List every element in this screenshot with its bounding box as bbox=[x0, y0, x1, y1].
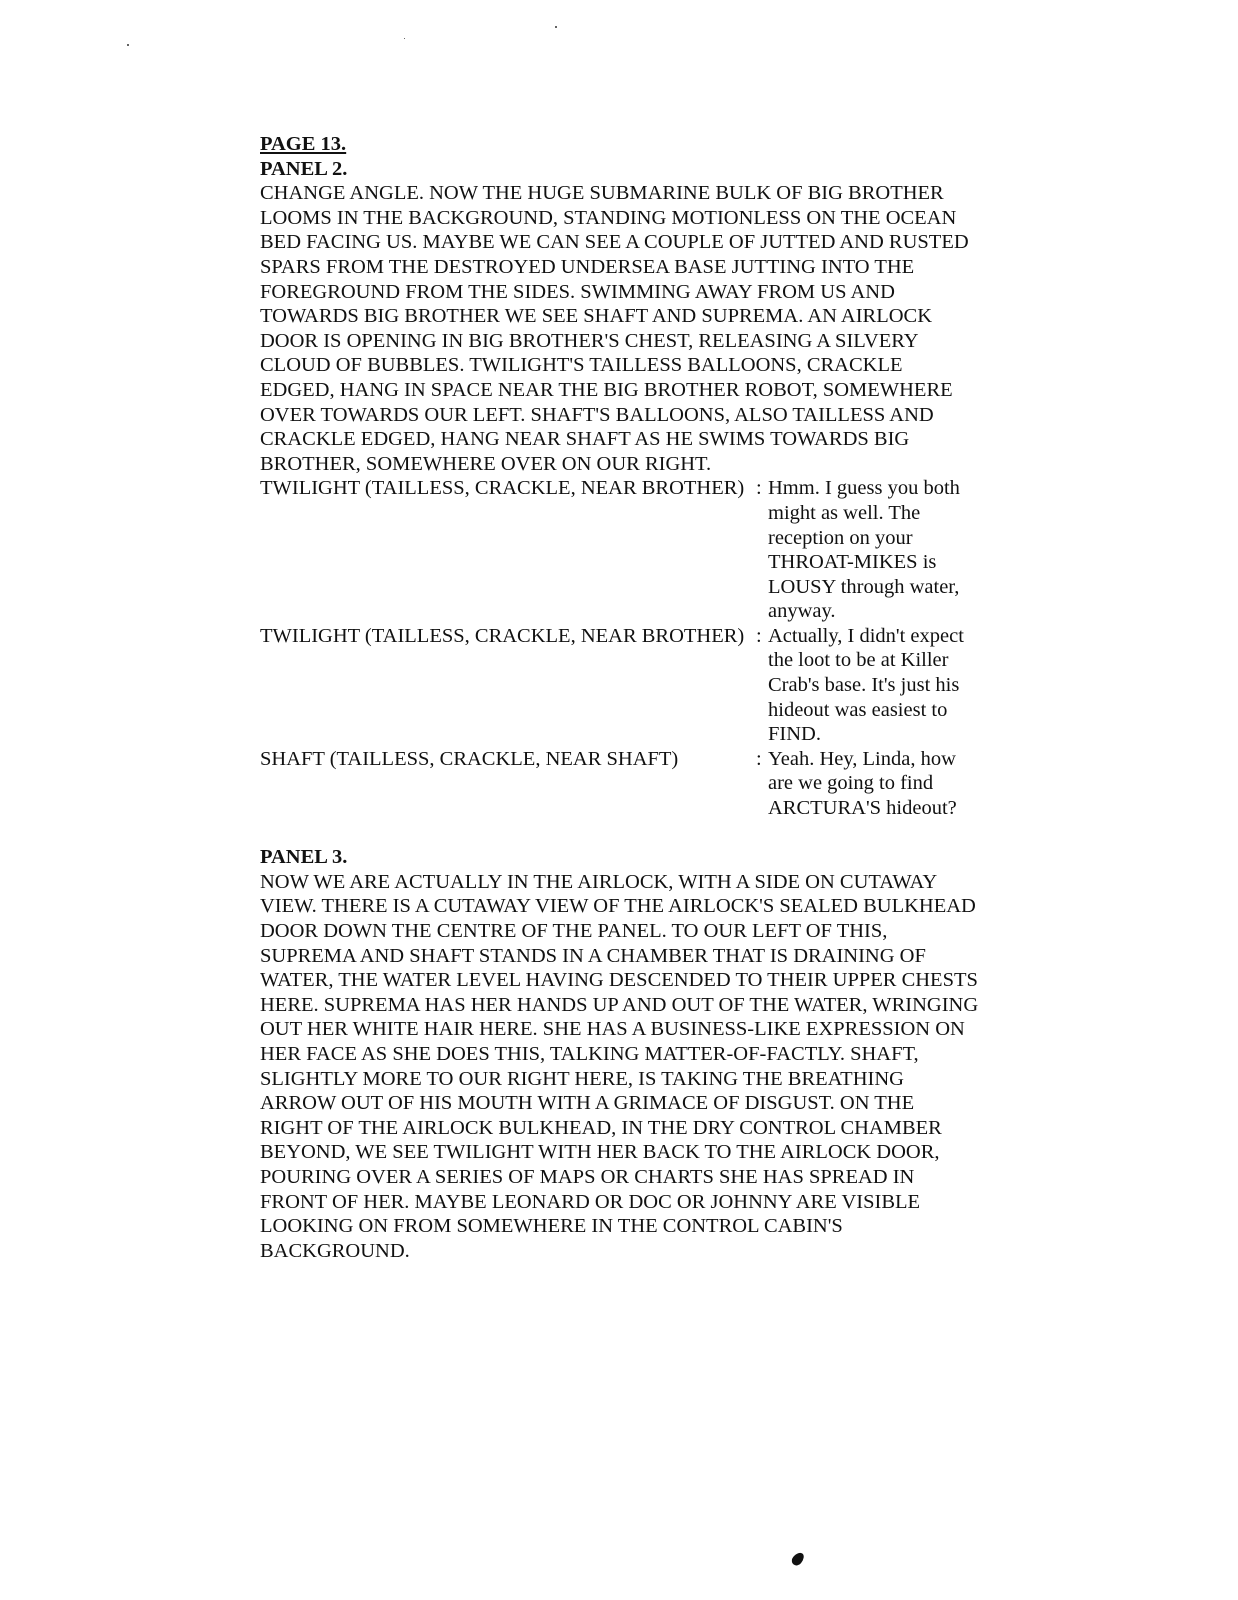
dialogue-speaker: SHAFT (TAILLESS, CRACKLE, NEAR SHAFT) bbox=[260, 747, 679, 770]
section-gap bbox=[260, 821, 980, 846]
scan-speck bbox=[555, 26, 557, 28]
dialogue-speaker: TWILIGHT (TAILLESS, CRACKLE, NEAR BROTHER) bbox=[260, 477, 745, 500]
panel-description: NOW WE ARE ACTUALLY IN THE AIRLOCK, WITH A SIDE ON CUTAWAY VIEW. THERE IS A CUTAWAY VIEW OF THE AIRLOCK'S SEALED BULKHEAD DOOR DOWN THE CENTRE OF THE PANEL. TO OUR LEFT OF THIS, SUPREMA AND SHAFT STANDS IN A CHAMBER THAT IS DRAINING OF WATER, THE WATER LEVEL HAVING DESCENDED TO THEIR UPPER CHESTS HERE. SUPREMA HAS HER HANDS UP AND OUT OF THE WATER, WRINGING OUT HER WHITE HAIR HERE. SHE HAS A BUSINESS-LIKE EXPRESSION ON HER FACE AS SHE DOES THIS, TALKING MATTER-OF-FACTLY. SHAFT, SLIGHTLY MORE TO OUR RIGHT HERE, IS TAKING THE BREATHING ARROW OUT OF HIS MOUTH WITH A GRIMACE OF DISGUST. ON THE RIGHT OF THE AIRLOCK BULKHEAD, IN THE DRY CONTROL CHAMBER BEYOND, WE SEE TWILIGHT WITH HER BACK TO THE AIRLOCK DOOR, POURING OVER A SERIES OF MAPS OR CHARTS SHE HAS SPREAD IN FRONT OF HER. MAYBE LEONARD OR DOC OR JOHNNY ARE VISIBLE LOOKING ON FROM SOMEWHERE IN THE CONTROL CABIN'S BACKGROUND. bbox=[260, 870, 979, 1262]
dialogue-colon: : bbox=[756, 747, 762, 770]
dialogue-colon: : bbox=[756, 624, 762, 647]
page-number-heading: PAGE 13. bbox=[260, 133, 347, 155]
dialogue-line: Actually, I didn't expect the loot to be at Killer Crab's base. It's just his hideout was easiest to FIND. bbox=[768, 624, 964, 746]
ink-mark bbox=[790, 1550, 807, 1567]
dialogue-line: Yeah. Hey, Linda, how are we going to find ARCTURA'S hideout? bbox=[768, 747, 957, 820]
panel-2 bbox=[260, 157, 980, 821]
dialogue-entry bbox=[260, 624, 980, 747]
script-body bbox=[260, 132, 980, 1263]
panel-description: CHANGE ANGLE. NOW THE HUGE SUBMARINE BULK OF BIG BROTHER LOOMS IN THE BACKGROUND, STANDING MOTIONLESS ON THE OCEAN BED FACING US. MAYBE WE CAN SEE A COUPLE OF JUTTED AND RUSTED SPARS FROM THE DESTROYED UNDERSEA BASE JUTTING INTO THE FOREGROUND FROM THE SIDES. SWIMMING AWAY FROM US AND TOWARDS BIG BROTHER WE SEE SHAFT AND SUPREMA. AN AIRLOCK DOOR IS OPENING IN BIG BROTHER'S CHEST, RELEASING A SILVERY CLOUD OF BUBBLES. TWILIGHT'S TAILLESS BALLOONS, CRACKLE EDGED, HANG IN SPACE NEAR THE BIG BROTHER ROBOT, SOMEWHERE OVER TOWARDS OUR LEFT. SHAFT'S BALLOONS, ALSO TAILLESS AND CRACKLE EDGED, HANG NEAR SHAFT AS HE SWIMS TOWARDS BIG BROTHER, SOMEWHERE OVER ON OUR RIGHT. bbox=[260, 182, 969, 475]
panel-heading: PANEL 2. bbox=[260, 157, 348, 180]
panel-3 bbox=[260, 845, 980, 1263]
dialogue-line: Hmm. I guess you both might as well. The reception on your THROAT-MIKES is LOUSY through water, anyway. bbox=[768, 477, 960, 623]
panel-heading: PANEL 3. bbox=[260, 846, 348, 869]
scan-speck bbox=[127, 44, 129, 46]
dialogue-speaker: TWILIGHT (TAILLESS, CRACKLE, NEAR BROTHER) bbox=[260, 624, 745, 647]
dialogue-colon: : bbox=[756, 477, 762, 500]
dialogue-entry bbox=[260, 747, 980, 821]
scan-speck bbox=[404, 38, 405, 39]
dialogue-entry bbox=[260, 476, 980, 624]
